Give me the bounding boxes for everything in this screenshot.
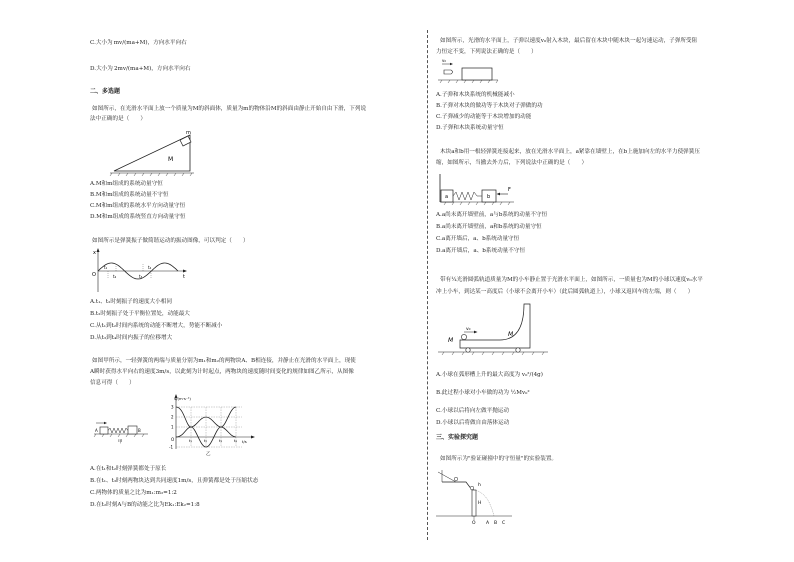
q6-label-v0: v₀ (466, 327, 471, 332)
q5-label-b: b (487, 194, 491, 200)
q4-label-v0: v₀ (442, 58, 446, 63)
q1-option-b: B.M和m组成的系统动量不守恒 (90, 192, 169, 198)
q3-option-b: B.在t₁、t₃时刻两物块达到共同速度1m/s，且弹簧都是处于压缩状态 (90, 478, 259, 484)
q6-option-b: B.此过程小球对小车做的功为 ½Mv₀² (436, 390, 530, 396)
q3-label-t4: t₄ (234, 438, 238, 443)
q7-stem: 如图所示为"验证碰撞中的守恒量"的实验装置。 (440, 456, 558, 462)
q5-option-b: B.a尚未离开墙壁前，a和b系统的动量守恒 (436, 224, 542, 230)
q5-stem-2: 缩，如图所示，当撤去外力后，下列说法中正确的是（ ） (436, 160, 588, 166)
q2-option-a: A.t₁、t₂时刻振子的速度大小相同 (90, 299, 172, 305)
q6-label-m-left: M (448, 337, 454, 344)
q6-option-c: C.小球以后将向左做平抛运动 (436, 408, 509, 414)
q7-label-a: A (486, 521, 490, 526)
q7-label-o: O (472, 521, 476, 526)
q7-label-h-upper: H (478, 501, 482, 506)
left-column (86, 0, 420, 562)
q2-option-b: B.t₂时刻振子处于平衡位置处，动能最大 (90, 311, 190, 317)
q3-label-yi: 乙 (206, 452, 211, 457)
q5-option-a: A.a尚未离开墙壁前，a与b系统的动量不守恒 (436, 212, 548, 218)
q7-label-h-lower: h (478, 483, 481, 488)
q4-option-c: C.子弹减少的动能等于木块增加的动能 (436, 114, 532, 120)
q4-stem-1: 如图所示，光滑的水平面上，子弹以速度v₀射入木块，最后留在木块中随木块一起匀速运动，子弹所受阻 (440, 38, 698, 44)
q2-option-c: C.从t₁到t₂时间内系统的动能不断增大，势能不断减小 (90, 323, 223, 329)
q3-option-d: D.在t₂时刻A与B的动能之比为Ek₁:Ek₂=1:8 (90, 502, 200, 508)
q1-stem-2: 法中正确的是（ ） (90, 116, 146, 122)
q4-option-a: A.子弹和木块系统的机械能减小 (436, 92, 515, 98)
q3-label-t1: t₁ (189, 438, 193, 443)
q2-option-d: D.从t₃到t₄时间内振子的位移增大 (90, 335, 173, 341)
q7-collision-apparatus-diagram (436, 468, 516, 524)
option-c-prev: C.大小为 mv/(ma+M)，方向水平向右 (90, 40, 187, 46)
q1-stem-1: 如图所示，在光滑水平面上放一个质量为M的斜面体，质量为m的物体沿M的斜面由静止开始自由下滑，下列说 (92, 106, 367, 112)
q2-label-t1: t₁ (104, 265, 108, 270)
q2-stem: 如图所示是弹簧振子做简谐运动的振动图像，可以判定（ ） (92, 238, 249, 244)
q3-tick-m1: -1 (169, 444, 173, 450)
q3-stem-3: 信息可得（ ） (90, 380, 135, 386)
q4-option-d: D.子弹和木块系统动量守恒 (436, 125, 504, 131)
q2-oscillation-graph (90, 248, 190, 294)
q7-label-c: C (502, 521, 506, 526)
option-d-prev: D.大小为 2mv/(ma+M)，方向水平向右 (90, 66, 191, 72)
q2-label-t2: t₂ (113, 274, 117, 279)
q7-label-b: B (494, 521, 498, 526)
q3-label-a: A (95, 428, 98, 433)
q5-label-f: F (508, 187, 511, 193)
section-title-experiment: 三、实验探究题 (436, 434, 479, 441)
q4-bullet-block-diagram (438, 58, 502, 86)
q4-option-b: B.子弹对木块的做功等于木块对子弹做的功 (436, 103, 543, 109)
q5-label-a: a (445, 194, 449, 200)
q3-tick-3: 3 (171, 404, 174, 410)
q6-cart-arc-diagram (438, 300, 550, 360)
q2-label-t3: t₃ (139, 274, 143, 279)
q4-stem-2: 力恒定不变，下列说法正确的是（ ） (436, 49, 537, 55)
q3-label-o: O (171, 437, 175, 442)
q1-option-c: C.M和m组成的系统水平方向动量守恒 (90, 203, 186, 209)
q1-label-M: M (168, 156, 174, 163)
q3-figure-yi-vt-graph (162, 393, 258, 457)
q2-label-t: t (183, 274, 185, 280)
q1-incline-diagram (110, 125, 240, 177)
q2-label-x: x (93, 250, 96, 256)
q5-option-d: D.a离开墙后，a、b系统动量不守恒 (436, 248, 526, 254)
q3-label-jia: 甲 (118, 440, 123, 445)
q3-option-a: A.在t₁和t₂时刻弹簧都处于原长 (90, 466, 167, 472)
q6-option-d: D.小球以后将做自由落体运动 (436, 420, 510, 426)
q3-tick-2: 2 (171, 414, 174, 420)
q3-label-b: B (138, 428, 141, 433)
q3-label-t-axis: t/s (242, 439, 247, 444)
q6-label-m-right: M (508, 331, 514, 338)
q3-figure-jia (94, 414, 154, 444)
q3-label-v-axis: v/(m·s⁻¹) (174, 396, 191, 401)
q2-label-o: O (92, 272, 96, 278)
q1-option-d: D.M和m组成的系统竖直方向动量守恒 (90, 214, 186, 220)
q2-label-t4: t₄ (148, 265, 152, 270)
q3-label-t2: t₂ (204, 438, 208, 443)
q6-stem-2: 冲上小车，到达某一高度后（小球不会离开小车）（此后圆弧轨道上），小球又返回车的左端，则（ ） (436, 289, 694, 295)
q5-option-c: C.a离开墙后，a、b系统动量守恒 (436, 236, 520, 242)
q1-option-a: A.M和m组成的系统动量守恒 (90, 181, 163, 187)
q5-spring-blocks-diagram (438, 172, 518, 206)
q5-stem-1: 木块a和b用一根轻弹簧连接起来，放在光滑水平面上，a紧靠在墙壁上，在b上施加向左的水平力使弹簧压 (440, 149, 700, 155)
q6-stem-1: 带有¼光滑圆弧轨道质量为M的小车静止置于光滑水平面上，如图所示，一质量也为M的小球以速度v₀水平 (440, 277, 703, 283)
right-column (432, 0, 772, 562)
q3-stem-2: A瞬时获得水平向右的速度3m/s，以此刻为计时起点，两物块的速度随时间变化的规律如图乙所示，从图像 (90, 369, 354, 375)
q3-tick-1: 1 (171, 424, 174, 430)
q6-option-a: A.小球在弧形槽上升的最大高度为 v₀²/(4g) (436, 372, 543, 378)
q1-label-m: m (186, 130, 191, 136)
section-title-multichoice: 二、多选题 (90, 88, 121, 95)
q3-stem-1: 如图甲所示，一轻弹簧的两端与质量分别为m₁和m₂的两物块A、B相连接，并静止在光滑的水平面上，现使 (92, 358, 356, 364)
column-divider (427, 30, 428, 540)
q3-option-c: C.两物体的质量之比为m₁:m₂=1:2 (90, 490, 177, 496)
q3-label-t3: t₃ (219, 438, 223, 443)
